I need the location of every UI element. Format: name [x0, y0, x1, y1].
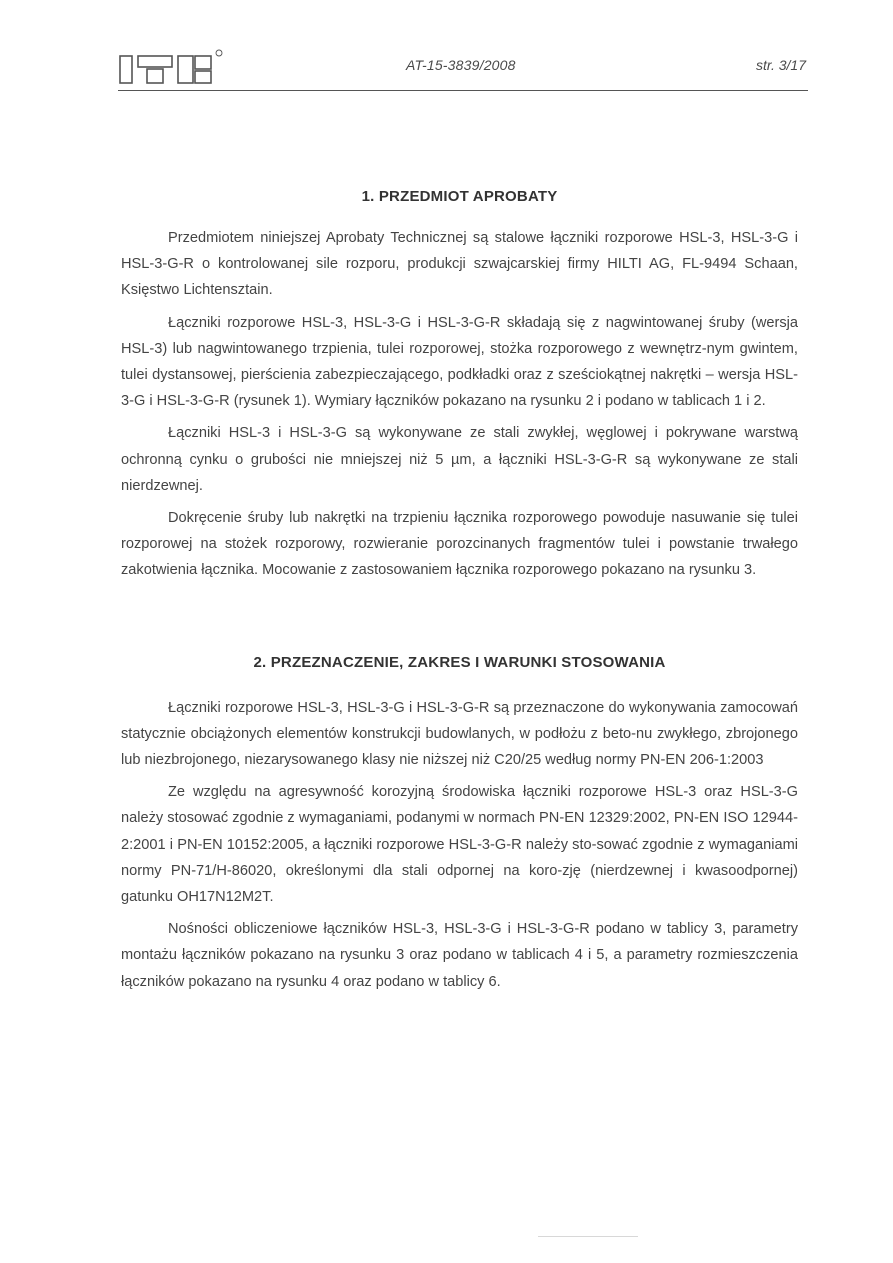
section-1-paragraph: Przedmiotem niniejszej Aprobaty Technicznej są stalowe łączniki rozporowe HSL-3, HSL-3-G i HSL-3-G-R o kontrolowanej sile rozporu, produkcji szwajcarskiej firmy HILTI AG, FL-9494 Schaan, Księstwo Lichtensztain.	[121, 230, 798, 299]
footer-divider	[538, 1236, 638, 1237]
page-number: str. 3/17	[755, 57, 806, 73]
section-2-paragraph: Nośności obliczeniowe łączników HSL-3, HSL-3-G i HSL-3-G-R podano w tablicy 3, parametry montażu łączników pokazano na rysunku 3 oraz podano w tablicach 4 i 5, a parametry rozmieszczenia łączników pokazano na rysunku 4 oraz podano w tablicy 6.	[121, 921, 798, 990]
section-1-paragraph: Dokręcenie śruby lub nakrętki na trzpieniu łącznika rozporowego powoduje nasuwanie się tulei rozporowej na stożek rozporowy, rozwieranie porozcinanych fragmentów tulei i powstanie trwałego zakotwienia łącznika. Mocowanie z zastosowaniem łącznika rozporowego pokazano na rysunku 3.	[121, 510, 798, 579]
page-header	[118, 44, 808, 92]
header-divider	[118, 90, 808, 91]
section-2-heading: 2. PRZEZNACZENIE, ZAKRES I WARUNKI STOSOWANIA	[253, 653, 666, 671]
section-2-paragraph: Łączniki rozporowe HSL-3, HSL-3-G i HSL-3-G-R są przeznaczone do wykonywania zamocowań statycznie obciążonych elementów konstrukcji budowlanych, w podłożu z beto-nu zwykłego, zbrojonego lub niezbrojonego, niezarysowanego klasy nie niższej niż C20/25 według normy PN-EN 206-1:2003	[121, 699, 798, 769]
section-1-paragraph: Łączniki HSL-3 i HSL-3-G są wykonywane ze stali zwykłej, węglowej i pokrywane warstwą ochronną cynku o grubości nie mniejszej niż 5 µm, a łączniki HSL-3-G-R są wykonywane ze stali nierdzewnej.	[121, 425, 798, 494]
itb-logo-icon	[118, 48, 228, 84]
document-body	[121, 188, 798, 1001]
section-2-paragraph: Ze względu na agresywność korozyjną środowiska łączniki rozporowe HSL-3 oraz HSL-3-G należy stosować zgodnie z wymaganiami, podanymi w normach PN-EN 12329:2002, PN-EN ISO 12944-2:2001 i PN-EN 10152:2005, a łączniki rozporowe HSL-3-G-R należy sto-sować zgodnie z wymaganiami normy PN-71/H-86020, określonymi dla stali odpornej na koro-zję (nierdzewnej i kwasoodpornej) gatunku OH17N12M2T.	[121, 784, 798, 906]
section-1-heading: 1. PRZEDMIOT APROBATY	[361, 188, 558, 205]
document-number: AT-15-3839/2008	[406, 57, 516, 73]
section-1-paragraph: Łączniki rozporowe HSL-3, HSL-3-G i HSL-3-G-R składają się z nagwintowanej śruby (wersja HSL-3) lub nagwintowanego trzpienia, tulei rozporowej, stożka rozporowego z wewnętrz-nym gwintem, tulei dystansowej, pierścienia zabezpieczającego, podkładki oraz z sześciokątnej nakrętki – wersja HSL-3-G i HSL-3-G-R (rysunek 1). Wymiary łączników pokazano na rysunku 2 i podano w tablicach 1 i 2.	[121, 314, 798, 410]
